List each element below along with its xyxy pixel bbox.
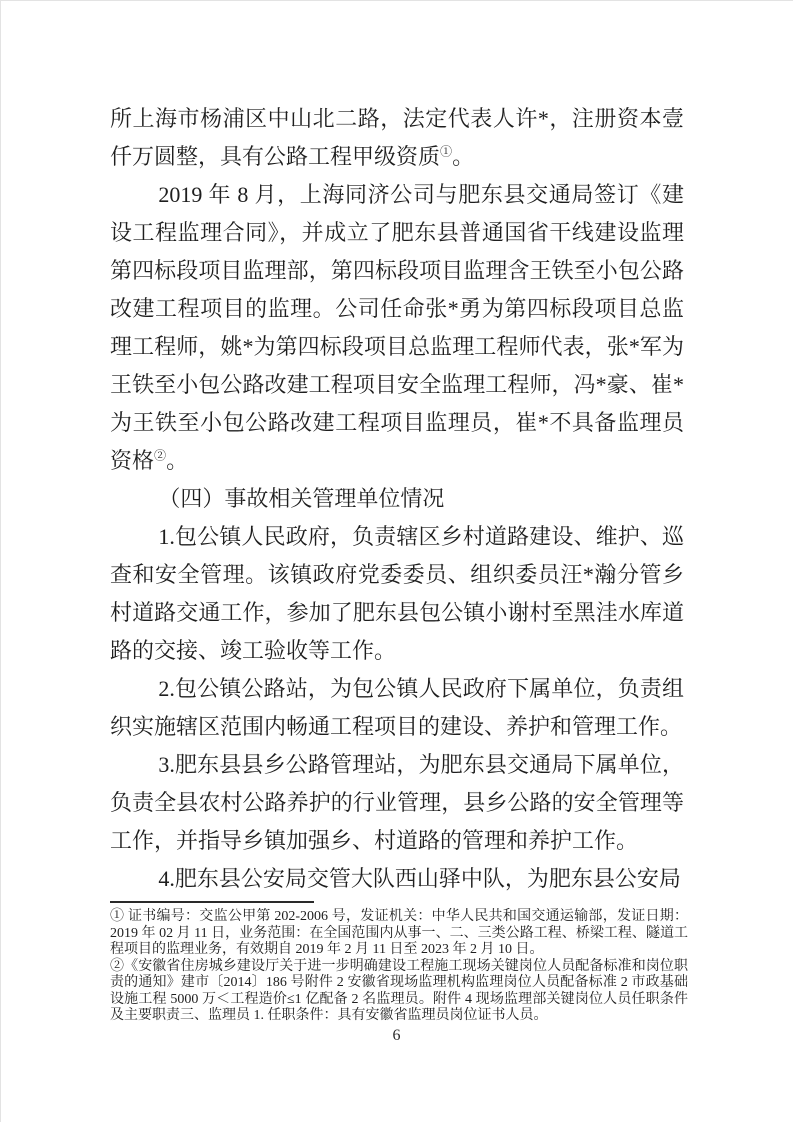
- body-paragraph: [110, 860, 684, 898]
- footnote-separator: [110, 901, 314, 903]
- body-paragraph: [110, 176, 684, 480]
- footnote-ref: ②: [154, 448, 167, 463]
- footnote: ②《安徽省住房城乡建设厅关于进一步明确建设工程施工现场关键岗位人员配备标准和岗位职责的通知》建市〔2014〕186 号附件 2 安徽省现场监理机构监理岗位人员配备标准 2 市政基础设施工程 5000 万＜工程造价≤1 亿配备 2 名监理员。附件 4 现场监理部关键岗位人员任职条件及主要职责三、监理员 1. 任职条件：具有安徽省监理员岗位证书人员。: [110, 958, 688, 1023]
- text-run: 。: [166, 448, 189, 473]
- section-heading: [110, 480, 684, 518]
- body-paragraph: [110, 670, 684, 746]
- body-paragraph: [110, 518, 684, 670]
- text-run: 2019 年 8 月，上海同济公司与肥东县交通局签订《建设工程监理合同》，并成立了肥东县普通国省干线建设监理第四标段项目监理部，第四标段项目监理含王铁至小包公路改建工程项目的监理。公司任命张*勇为第四标段项目总监理工程师，姚*为第四标段项目总监理工程师代表，张*军为王铁至小包公路改建工程项目安全监理工程师，冯*豪、崔*为王铁至小包公路改建工程项目监理员，崔*不具备监理员资格: [110, 182, 684, 473]
- page-number: 6: [392, 1027, 401, 1044]
- footnote-section: [110, 901, 688, 1025]
- text-run: 2.包公镇公路站，为包公镇人民政府下属单位，负责组织实施辖区范围内畅通工程项目的建设、养护和管理工作。: [110, 676, 684, 739]
- text-run: 3.肥东县县乡公路管理站，为肥东县交通局下属单位，负责全县农村公路养护的行业管理，县乡公路的安全管理等工作，并指导乡镇加强乡、村道路的管理和养护工作。: [110, 752, 684, 853]
- text-run: （四）事故相关管理单位情况: [158, 486, 445, 511]
- text-run: 4.肥东县公安局交管大队西山驿中队，为肥东县公安局: [158, 866, 681, 891]
- document-body: [110, 100, 684, 898]
- text-run: 1.包公镇人民政府，负责辖区乡村道路建设、维护、巡查和安全管理。该镇政府党委委员、组织委员汪*瀚分管乡村道路交通工作，参加了肥东县包公镇小谢村至黑洼水库道路的交接、竣工验收等工作。: [110, 524, 684, 663]
- body-paragraph: [110, 100, 684, 176]
- footnote-list: [110, 909, 688, 1025]
- body-paragraph: [110, 746, 684, 860]
- footnote: ① 证书编号：交监公甲第 202-2006 号，发证机关：中华人民共和国交通运输部，发证日期：2019 年 02 月 11 日，业务范围：在全国范围内从事一、二、三类公路工程、桥梁工程、隧道工程项目的监理业务，有效期自 2019 年 2 月 11 日至 2023 年 2 月 10 日。: [110, 909, 688, 957]
- footnote-ref: ①: [440, 144, 453, 159]
- text-run: 。: [452, 144, 475, 169]
- text-run: 所上海市杨浦区中山北二路，法定代表人许*，注册资本壹仟万圆整，具有公路工程甲级资质: [110, 106, 684, 169]
